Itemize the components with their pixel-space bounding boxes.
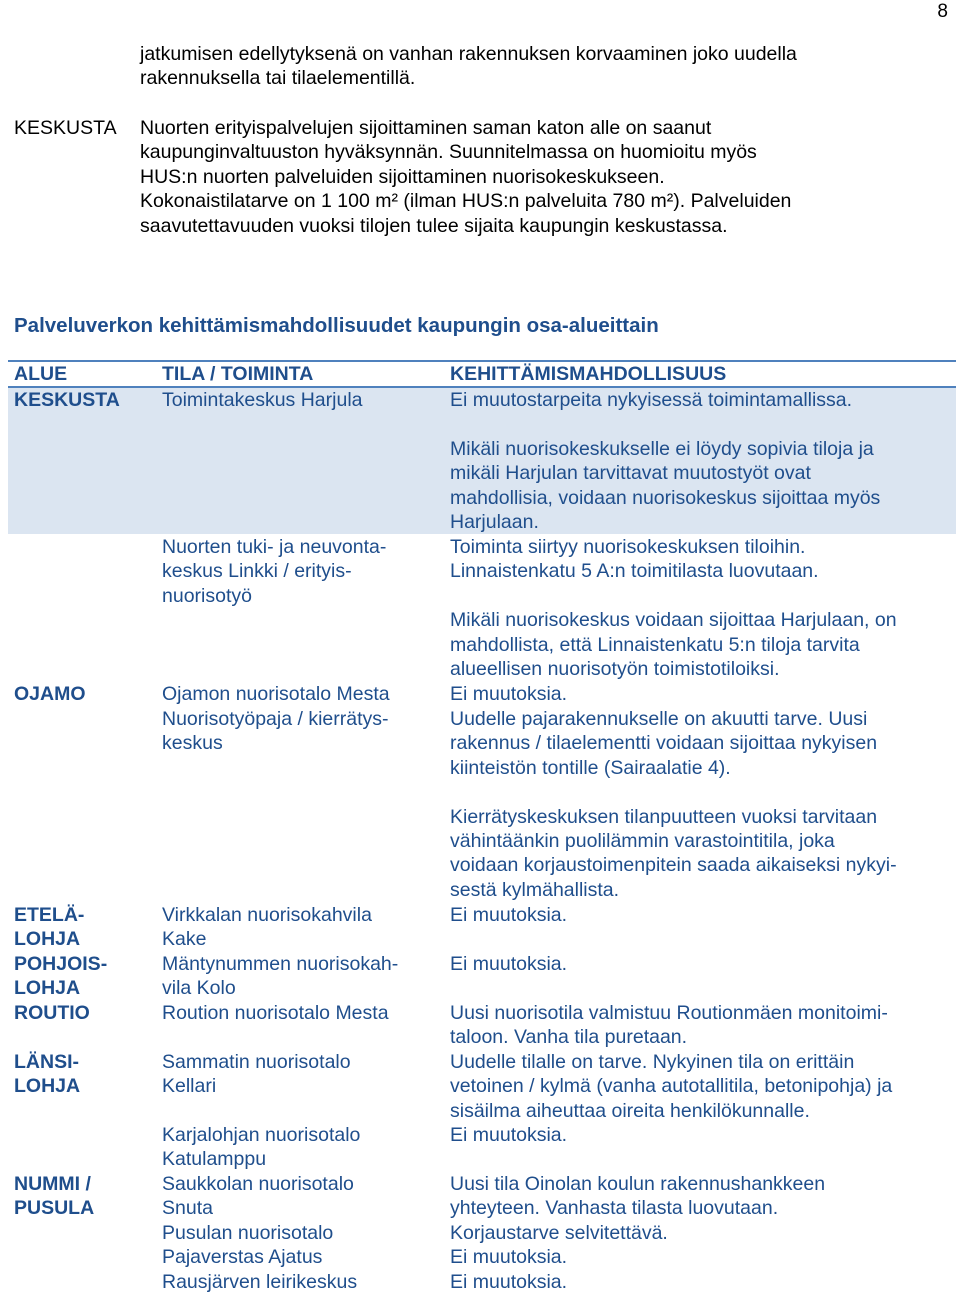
cell-development: Uudelle pajarakennukselle on akuutti tarve. Uusi rakennus / tilaelementti voidaan sijoittaa nykyisen kiinteistön tontille (Sairaalatie 4). Kierrätyskeskuksen tilanpuutteen vuoksi tarvitaan vähintäänkin puolilämmin varastointitila, joka voidaan korjaustoimenpitein saada aikaiseksi nykyi- sestä kylmähallista. — [450, 708, 897, 901]
header-area: ALUE — [14, 363, 68, 385]
table-row — [8, 1270, 956, 1294]
table-row — [8, 535, 956, 681]
intro-paragraph-1 — [140, 42, 940, 91]
intro-line: Nuorten erityispalvelujen sijoittaminen saman katon alle on saanut — [140, 117, 712, 139]
cell-facility: Pusulan nuorisotalo — [162, 1222, 334, 1244]
section-title: Palveluverkon kehittämismahdollisuudet kaupungin osa-alueittain — [14, 314, 659, 337]
cell-development: Ei muutoksia. — [450, 1246, 568, 1268]
cell-facility: Roution nuorisotalo Mesta — [162, 1002, 389, 1024]
cell-facility: Sammatin nuorisotalo Kellari — [162, 1051, 351, 1098]
intro-paragraph-2 — [140, 116, 940, 238]
table-row — [8, 682, 956, 706]
table-header — [8, 360, 956, 388]
cell-facility: Nuorisotyöpaja / kierrätys- keskus — [162, 708, 389, 755]
cell-development: Ei muutostarpeita nykyisessä toimintamallissa. Mikäli nuorisokeskukselle ei löydy sopivia tiloja ja mikäli Harjulan tarvittavat muutostyöt ovat mahdollisia, voidaan nuorisokeskus sijoittaa myös Harjulaan. — [450, 389, 881, 534]
intro-line: HUS:n nuorten palveluiden sijoittaminen nuorisokeskukseen. — [140, 165, 665, 188]
cell-development: Uudelle tilalle on tarve. Nykyinen tila on erittäin vetoinen / kylmä (vanha autotallitila, betonipohja) ja sisäilma aiheuttaa oireita henkilökunnalle. — [450, 1051, 893, 1122]
cell-facility: Virkkalan nuorisokahvila Kake — [162, 904, 372, 951]
table-row — [8, 1050, 956, 1123]
table-row — [8, 388, 956, 534]
cell-facility: Mäntynummen nuorisokah- vila Kolo — [162, 953, 399, 1000]
cell-facility: Pajaverstas Ajatus — [162, 1246, 323, 1268]
table-row — [8, 1221, 956, 1245]
cell-development: Ei muutoksia. — [450, 683, 568, 705]
cell-area: KESKUSTA — [14, 389, 120, 411]
intro-line: rakennuksella tai tilaelementillä. — [140, 67, 416, 90]
cell-area: ROUTIO — [14, 1002, 90, 1024]
cell-development: Uusi tila Oinolan koulun rakennushankkeen yhteyteen. Vanhasta tilasta luovutaan. — [450, 1173, 826, 1220]
table-row — [8, 952, 956, 1001]
intro-line: saavutettavuuden vuoksi tilojen tulee sijaita kaupungin keskustassa. — [140, 214, 728, 237]
intro-line: Kokonaistilatarve on 1 100 m² (ilman HUS:n palveluita 780 m²). Palveluiden — [140, 190, 792, 213]
cell-facility: Rausjärven leirikeskus — [162, 1271, 358, 1293]
intro-line: kaupunginvaltuuston hyväksynnän. Suunnitelmassa on huomioitu myös — [140, 141, 757, 164]
cell-development: Toiminta siirtyy nuorisokeskuksen tiloihin. Linnaistenkatu 5 A:n toimitilasta luovutaan. Mikäli nuorisokeskus voidaan sijoittaa Harjulaan, on mahdollista, että Linnaistenkatu 5:n tiloja tarvita alueellisen nuorisotyön toimistotiloiksi. — [450, 536, 897, 681]
cell-facility: Ojamon nuorisotalo Mesta — [162, 683, 390, 705]
cell-facility: Karjalohjan nuorisotalo Katulamppu — [162, 1124, 361, 1171]
cell-facility: Saukkolan nuorisotalo Snuta — [162, 1173, 354, 1220]
cell-area: OJAMO — [14, 683, 86, 705]
cell-area: NUMMI / PUSULA — [14, 1173, 95, 1220]
cell-development: Ei muutoksia. — [450, 953, 568, 975]
cell-area: ETELÄ- LOHJA — [14, 904, 85, 951]
header-facility: TILA / TOIMINTA — [162, 363, 314, 385]
cell-facility: Toimintakeskus Harjula — [162, 389, 363, 411]
cell-area: LÄNSI- LOHJA — [14, 1051, 81, 1098]
cell-development: Ei muutoksia. — [450, 1124, 568, 1146]
cell-development: Uusi nuorisotila valmistuu Routionmäen monitoimi- taloon. Vanha tila puretaan. — [450, 1002, 888, 1049]
table-row — [8, 1123, 956, 1172]
table-row — [8, 707, 956, 902]
cell-development: Ei muutoksia. — [450, 1271, 568, 1293]
table-row — [8, 1001, 956, 1050]
table-row — [8, 1245, 956, 1269]
intro-line: jatkumisen edellytyksenä on vanhan rakennuksen korvaaminen joko uudella — [140, 43, 797, 65]
cell-development: Korjaustarve selvitettävä. — [450, 1222, 668, 1244]
intro-keyword: KESKUSTA — [14, 117, 117, 139]
header-development: KEHITTÄMISMAHDOLLISUUS — [450, 363, 727, 385]
cell-facility: Nuorten tuki- ja neuvonta- keskus Linkki / erityis- nuorisotyö — [162, 536, 387, 607]
cell-development: Ei muutoksia. — [450, 904, 568, 926]
cell-area: POHJOIS- LOHJA — [14, 953, 108, 1000]
table-row — [8, 1172, 956, 1221]
table-row — [8, 903, 956, 952]
page-number: 8 — [937, 1, 948, 22]
